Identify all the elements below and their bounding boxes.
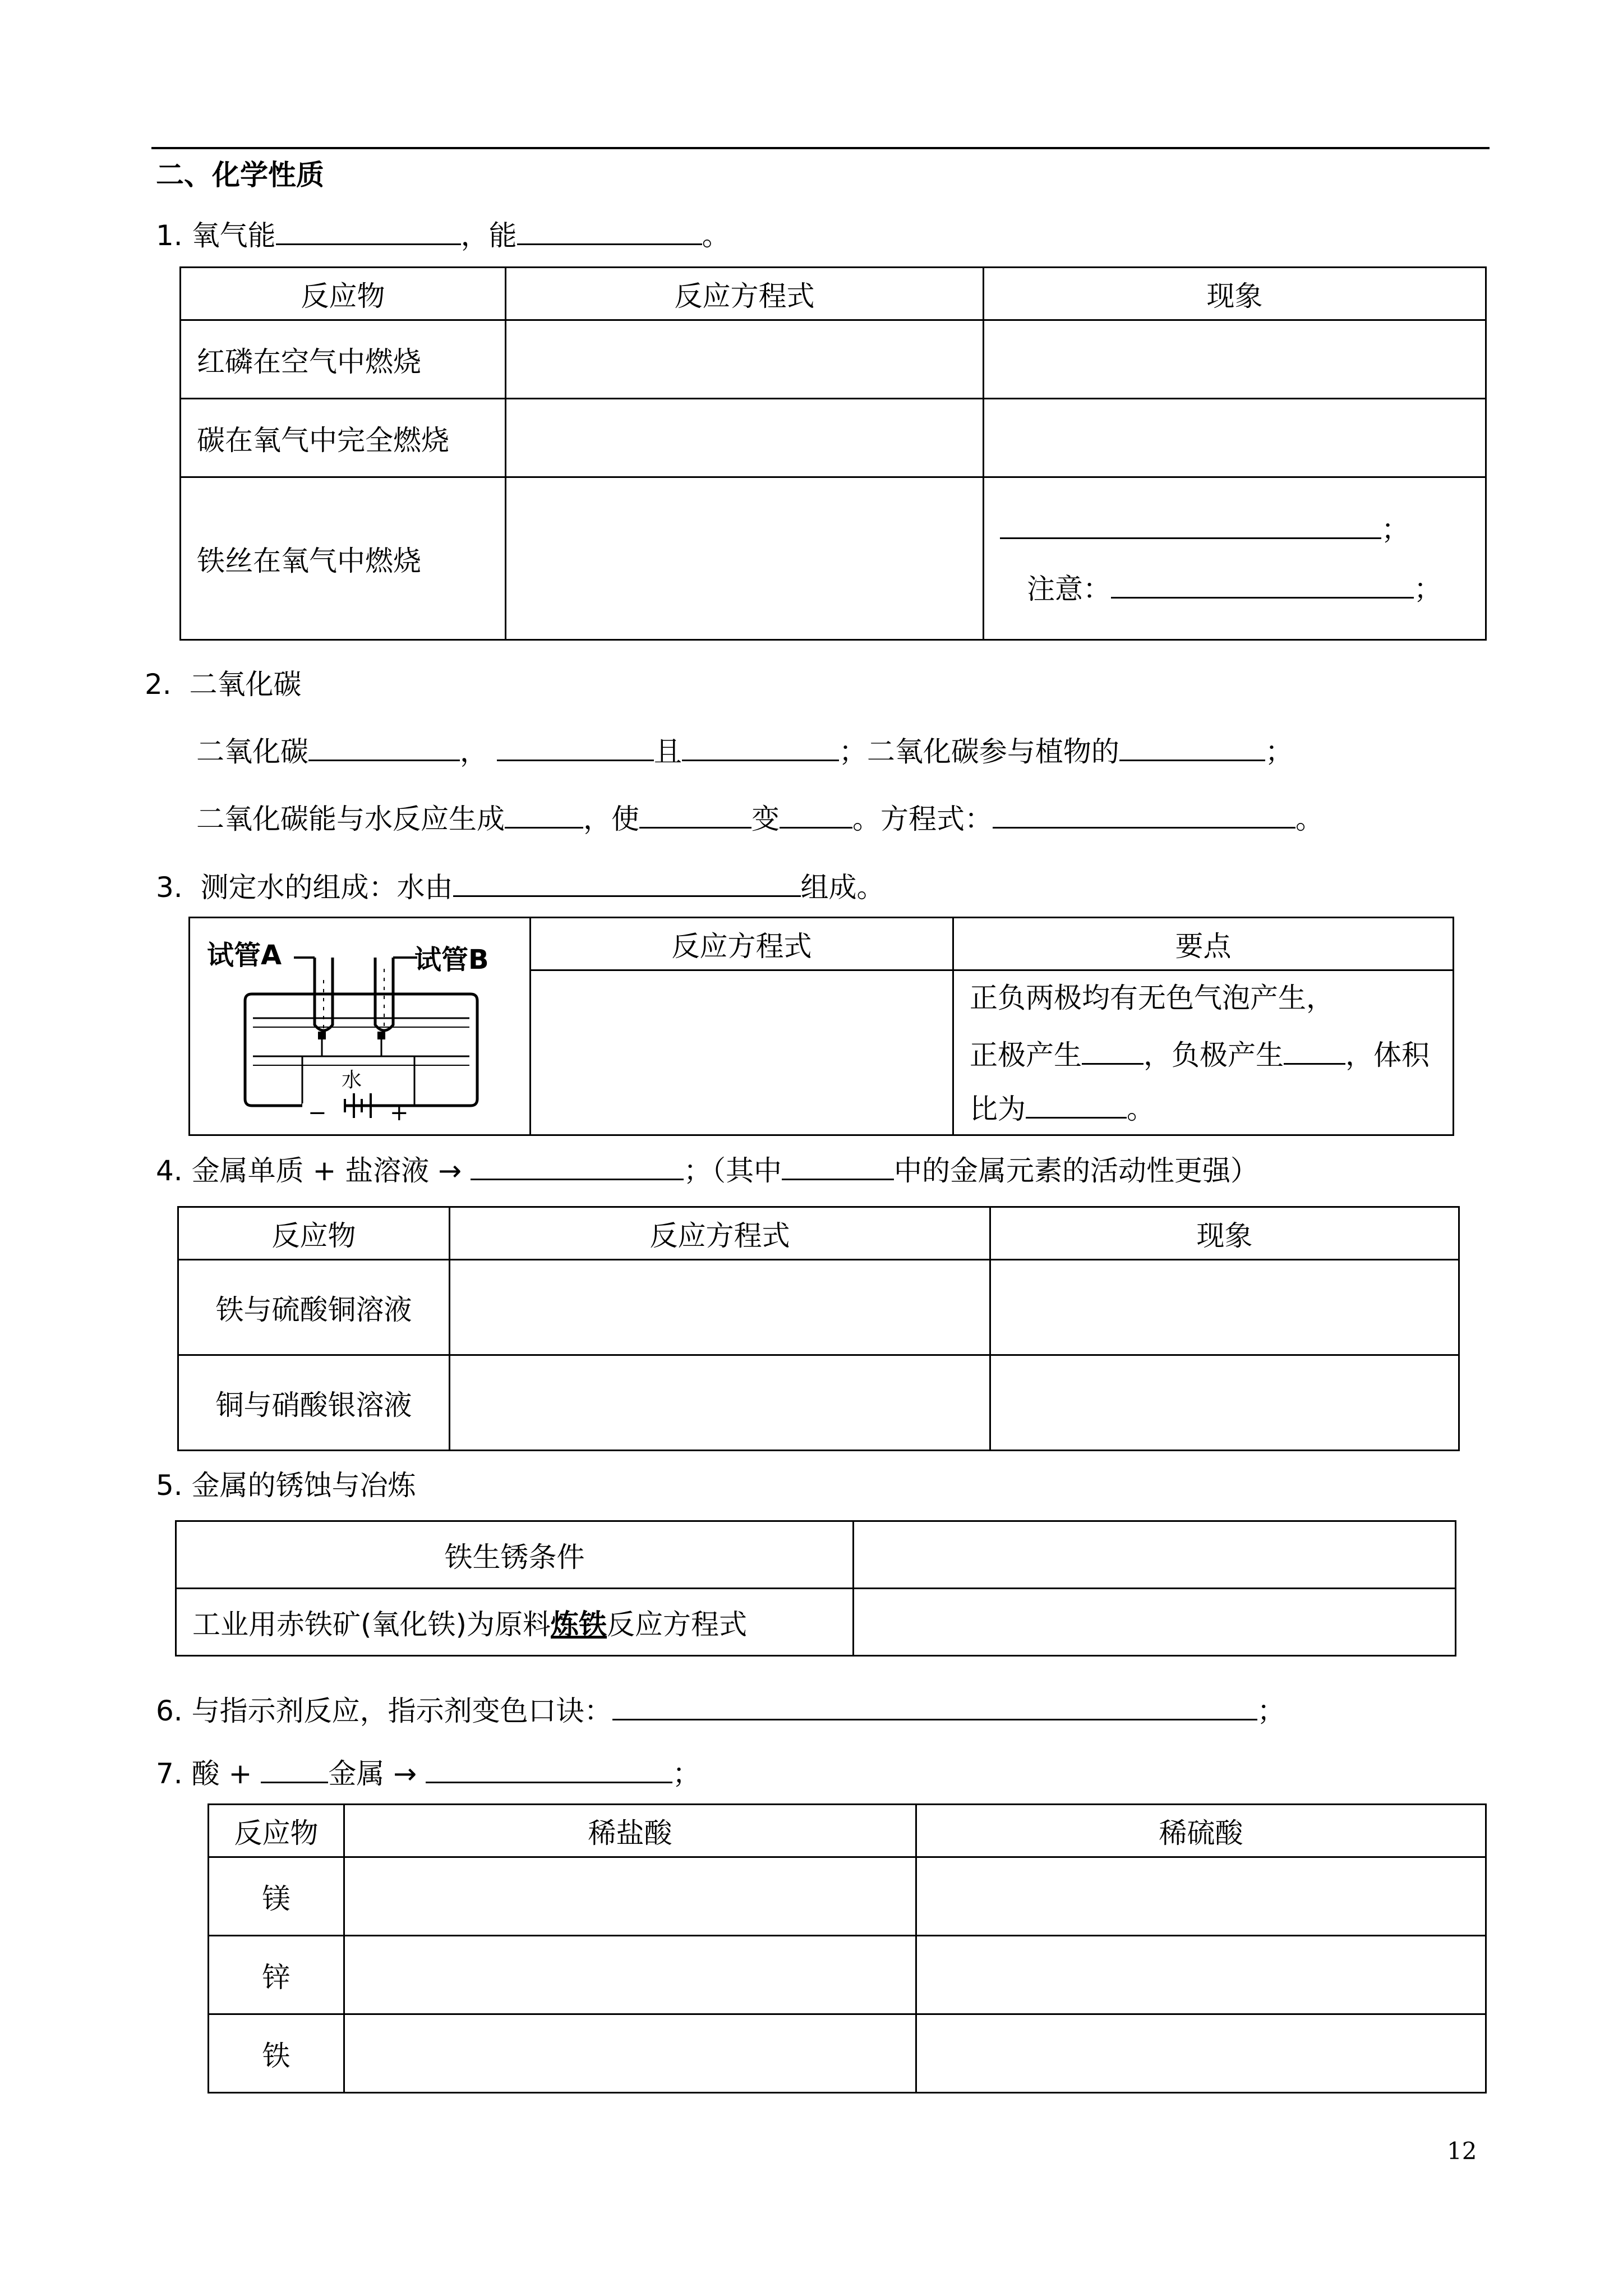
q1-blank-2[interactable] bbox=[517, 218, 702, 245]
q1-iron-line bbox=[1000, 512, 1409, 546]
section-title: 二、化学性质 bbox=[156, 159, 324, 191]
q5-text: 反应方程式 bbox=[607, 1608, 748, 1641]
q7-text-a: 酸 + bbox=[191, 1757, 252, 1790]
label-tube-a: 试管A bbox=[207, 940, 282, 971]
q4-answer-cell[interactable] bbox=[990, 1260, 1459, 1355]
q1-row-reactant: 碳在氧气中完全燃烧 bbox=[181, 399, 506, 477]
q5-answer-cell[interactable] bbox=[854, 1521, 1456, 1589]
q4-blank[interactable] bbox=[782, 1153, 894, 1180]
q7-answer-cell[interactable] bbox=[344, 2014, 916, 2093]
q7-text-b: 金属 → bbox=[328, 1757, 417, 1790]
label-tube-b: 试管B bbox=[414, 944, 489, 976]
q6-text: 与指示剂反应，指示剂变色口诀： bbox=[191, 1695, 612, 1727]
q1-iron-phenomenon-cell bbox=[984, 477, 1486, 640]
q1-blank-1[interactable] bbox=[276, 218, 461, 245]
q4-text-c: 中的金属元素的活动性更强） bbox=[894, 1154, 1259, 1187]
q5-row-iron-smelting bbox=[176, 1589, 854, 1656]
q1-table bbox=[179, 266, 1487, 641]
q3-text: 。 bbox=[1127, 1093, 1155, 1125]
q3-table bbox=[188, 917, 1454, 1136]
q3-line bbox=[156, 869, 885, 904]
q4-text-b: ；（其中 bbox=[684, 1154, 782, 1187]
q2-blank[interactable] bbox=[682, 734, 839, 761]
q7-header-hcl: 稀盐酸 bbox=[344, 1805, 916, 1857]
q3-text: 比为 bbox=[970, 1093, 1026, 1125]
q7-answer-cell[interactable] bbox=[916, 2014, 1486, 2093]
q2-text: ，使 bbox=[583, 803, 639, 835]
q7-row-metal: 锌 bbox=[209, 1936, 344, 2014]
q2-text: ， bbox=[460, 735, 488, 768]
q2-title-line bbox=[145, 668, 302, 701]
q2-blank[interactable] bbox=[1119, 734, 1265, 761]
q1-iron-blank[interactable] bbox=[1000, 512, 1381, 539]
q5-answer-cell[interactable] bbox=[854, 1589, 1456, 1656]
q1-answer-cell[interactable] bbox=[506, 477, 984, 640]
label-water: 水 bbox=[341, 1069, 362, 1092]
q2-text: 变 bbox=[751, 803, 780, 835]
label-minus: − bbox=[308, 1100, 327, 1126]
q2-blank[interactable] bbox=[308, 734, 460, 761]
q7-row-metal: 铁 bbox=[209, 2014, 344, 2093]
q5-number: 5. bbox=[156, 1469, 183, 1502]
q3-blank[interactable] bbox=[453, 869, 801, 897]
label-plus: + bbox=[390, 1100, 409, 1126]
q7-answer-cell[interactable] bbox=[344, 1936, 916, 2014]
q2-blank[interactable] bbox=[993, 801, 1295, 829]
q3-text: 正极产生 bbox=[970, 1039, 1082, 1071]
q3-text: ，负极产生 bbox=[1144, 1039, 1284, 1071]
q2-line-2 bbox=[196, 801, 1324, 836]
q1-text-a: 氧气能 bbox=[191, 219, 276, 252]
q2-blank[interactable] bbox=[639, 801, 751, 829]
q4-header-phenomenon: 现象 bbox=[990, 1207, 1459, 1260]
q3-header-equation: 反应方程式 bbox=[531, 918, 953, 970]
q2-number: 2. bbox=[145, 668, 172, 701]
q5-title: 金属的锈蚀与冶炼 bbox=[191, 1469, 416, 1502]
q4-table bbox=[177, 1206, 1460, 1451]
q1-header-reactant: 反应物 bbox=[181, 268, 506, 320]
q2-text: 。 bbox=[1295, 803, 1324, 835]
q7-blank[interactable] bbox=[426, 1756, 672, 1783]
q3-number: 3. bbox=[156, 871, 183, 904]
q1-row-reactant: 铁丝在氧气中燃烧 bbox=[181, 477, 506, 640]
q7-answer-cell[interactable] bbox=[916, 1936, 1486, 2014]
q7-table bbox=[208, 1803, 1487, 2093]
q4-header-equation: 反应方程式 bbox=[450, 1207, 990, 1260]
q2-blank[interactable] bbox=[497, 734, 654, 761]
semicolon: ； bbox=[1381, 513, 1409, 546]
q2-text: 。方程式： bbox=[852, 803, 993, 835]
q2-blank[interactable] bbox=[780, 801, 852, 829]
q1-line bbox=[156, 218, 730, 252]
q3-blank[interactable] bbox=[1082, 1037, 1144, 1065]
q3-points-cell bbox=[953, 970, 1454, 1135]
semicolon: ； bbox=[1414, 573, 1442, 605]
q4-number: 4. bbox=[156, 1154, 183, 1187]
q1-text-b: ，能 bbox=[460, 219, 517, 252]
q1-note-blank[interactable] bbox=[1111, 571, 1414, 599]
q7-header-h2so4: 稀硫酸 bbox=[916, 1805, 1486, 1857]
q5-text: 工业用赤铁矿(氧化铁)为原料 bbox=[192, 1608, 551, 1641]
q6-number: 6. bbox=[156, 1695, 183, 1727]
q3-answer-cell[interactable] bbox=[531, 970, 953, 1135]
q4-row-reactant: 铜与硝酸银溶液 bbox=[178, 1355, 450, 1451]
electrolysis-diagram bbox=[190, 918, 527, 1131]
q4-blank[interactable] bbox=[471, 1153, 684, 1180]
q4-row-reactant: 铁与硫酸铜溶液 bbox=[178, 1260, 450, 1355]
q6-end: ； bbox=[1257, 1695, 1285, 1727]
q4-answer-cell[interactable] bbox=[990, 1355, 1459, 1451]
q1-note-label: 注意： bbox=[1027, 573, 1111, 605]
q5-line bbox=[156, 1469, 416, 1502]
q3-text-b: 组成。 bbox=[800, 871, 885, 904]
q1-text-c: 。 bbox=[702, 219, 730, 252]
q1-answer-cell[interactable] bbox=[506, 320, 984, 399]
electrolysis-diagram-cell bbox=[190, 918, 531, 1135]
q5-emphasis: 炼铁 bbox=[551, 1608, 607, 1641]
q4-answer-cell[interactable] bbox=[450, 1260, 990, 1355]
q1-answer-cell[interactable] bbox=[984, 320, 1486, 399]
q1-answer-cell[interactable] bbox=[506, 399, 984, 477]
q6-blank[interactable] bbox=[612, 1693, 1257, 1720]
q7-number: 7. bbox=[156, 1757, 183, 1790]
q5-table bbox=[175, 1520, 1456, 1657]
q7-answer-cell[interactable] bbox=[344, 1857, 916, 1936]
q7-end: ； bbox=[672, 1757, 701, 1790]
q1-header-phenomenon: 现象 bbox=[984, 268, 1486, 320]
q3-blank[interactable] bbox=[1284, 1037, 1345, 1065]
q3-point-3 bbox=[970, 1091, 1155, 1126]
q1-number: 1. bbox=[156, 219, 183, 252]
page-number: 12 bbox=[1447, 2137, 1477, 2165]
q4-line bbox=[156, 1153, 1258, 1188]
q3-header-points: 要点 bbox=[953, 918, 1454, 970]
q2-text: 且 bbox=[653, 735, 682, 768]
q1-answer-cell[interactable] bbox=[984, 399, 1486, 477]
q1-header-equation: 反应方程式 bbox=[506, 268, 984, 320]
q3-point-2 bbox=[970, 1037, 1430, 1072]
q2-text: ；二氧化碳参与植物的 bbox=[838, 735, 1119, 768]
q5-row-rust-conditions: 铁生锈条件 bbox=[176, 1521, 854, 1589]
q2-text: 二氧化碳 bbox=[196, 735, 308, 768]
q6-line bbox=[156, 1693, 1285, 1728]
q2-text: ； bbox=[1265, 735, 1293, 768]
q4-text-a: 金属单质 + 盐溶液 → bbox=[191, 1154, 462, 1187]
q7-row-metal: 镁 bbox=[209, 1857, 344, 1936]
q7-blank[interactable] bbox=[261, 1756, 328, 1783]
q1-row-reactant: 红磷在空气中燃烧 bbox=[181, 320, 506, 399]
q7-line bbox=[156, 1756, 700, 1791]
q7-header-reactant: 反应物 bbox=[209, 1805, 344, 1857]
q2-text: 二氧化碳能与水反应生成 bbox=[196, 803, 505, 835]
q3-point-1: 正负两极均有无色气泡产生， bbox=[970, 982, 1334, 1014]
q2-title: 二氧化碳 bbox=[189, 668, 302, 701]
q2-blank[interactable] bbox=[505, 801, 583, 829]
q3-text: ，体积 bbox=[1345, 1039, 1430, 1071]
q2-line-1 bbox=[196, 734, 1293, 769]
q3-text-a: 测定水的组成：水由 bbox=[200, 871, 453, 904]
q3-blank[interactable] bbox=[1026, 1091, 1127, 1119]
q1-note-line bbox=[1027, 571, 1442, 606]
q7-answer-cell[interactable] bbox=[916, 1857, 1486, 1936]
q4-answer-cell[interactable] bbox=[450, 1355, 990, 1451]
q4-header-reactant: 反应物 bbox=[178, 1207, 450, 1260]
header-rule bbox=[151, 147, 1490, 149]
